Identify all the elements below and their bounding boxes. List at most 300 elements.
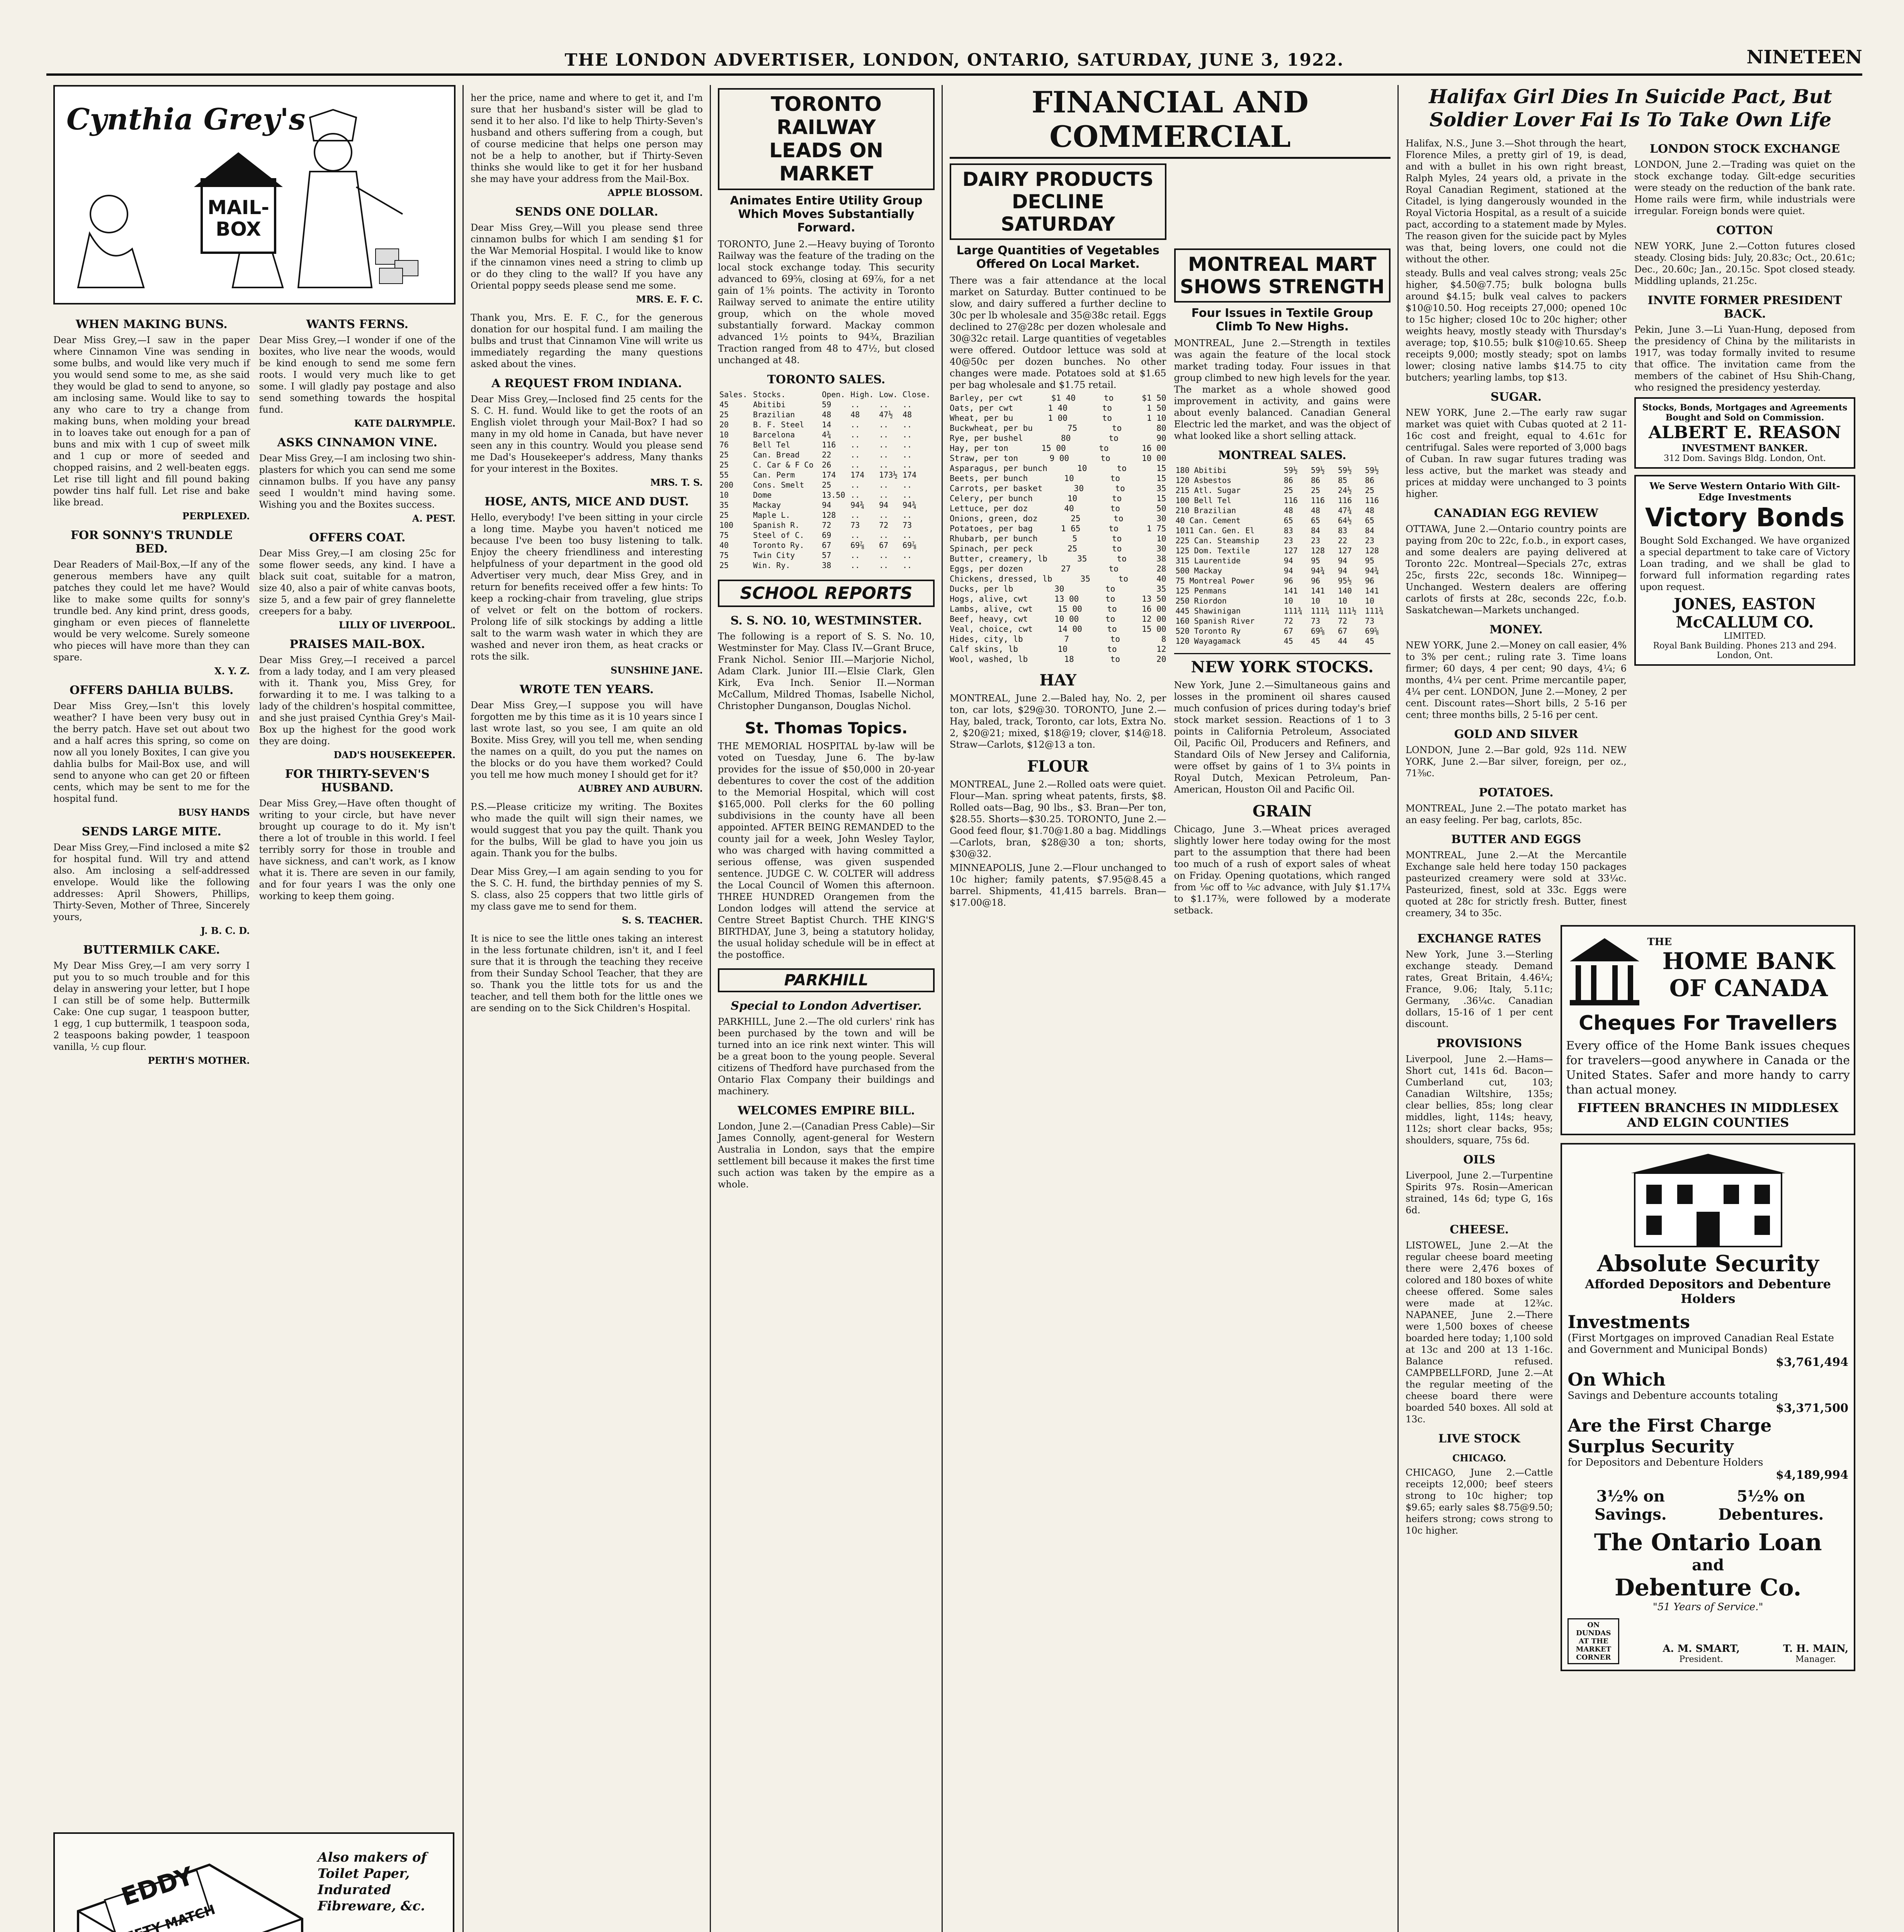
table-cell: Bell Tel [753,440,790,449]
list-cell: Eggs, per dozen [950,564,1023,573]
table-cell: .. [903,510,912,520]
egg-body: OTTAWA, June 2.—Ontario country points are paying from 20c to 22c, f.o.b., in export cases, and some dealers are paying delivered at Toronto 22c. Montreal—Specials 27c, extras 25c, firsts 22c, seconds 18c. Winnipeg—Unchanged. Western dealers are offering carlots of firsts at 28c, seconds 22c, f.o.b. Saskatchewan—Markets unchanged. [1406,524,1627,616]
letter-5 [259,318,456,429]
table-row [718,420,935,430]
list-cell: to [1107,645,1117,654]
table-cell: 25 [719,460,729,469]
table-cell: .. [850,400,860,409]
gold-body: LONDON, June 2.—Bar gold, 92s 11d. NEW YORK, June 2.—Bar silver, foreign, per oz., 71⅜c. [1406,745,1627,779]
letter-body: Dear Miss Grey,—Find inclosed a mite $2 for hospital fund. Will try and attend also. Am inclosing a self-addressed envelope. Would like the following addresses: April Showers, Phillips, Thirty-Seven, Mother of Three, Sincerely yours, [53,842,250,922]
letter-body: Dear Miss Grey,—Have often thought of writing to your circle, but have never brought up courage to do it. My isn't there a lot of trouble in this world. I feel terribly sorry for those in trouble and have sickness, and can't work, as I know what it is. There are seven in our family, and for four years I was the only one working to keep them going. [259,798,456,901]
c5-ads [1561,925,1855,1671]
table-row [1174,576,1391,586]
list-cell: to [1107,604,1117,614]
table-row [1174,536,1391,546]
table-cell: 95 [1365,556,1375,565]
reason-title: INVESTMENT BANKER. [1681,442,1808,454]
table-cell: 65 [1311,516,1320,525]
table-cell: .. [850,430,860,439]
table-cell: 73 [1311,616,1320,626]
letter-3 [53,825,250,936]
letter-2 [53,684,250,818]
list-cell: 1 40 [1048,403,1068,413]
list-item [950,654,1166,664]
london-exchange-head: LONDON STOCK EXCHANGE [1649,142,1840,156]
invite-head: INVITE FORMER PRESIDENT BACK. [1647,294,1842,321]
table-cell: 25 [719,510,729,520]
table-cell: 72 [1338,616,1347,626]
ontario-inv-note: (First Mortgages on improved Canadian Real Estate and Government and Municipal Bonds) [1567,1332,1834,1355]
ontario-rate-debentures: 5½% on Debentures. [1718,1487,1824,1524]
table-cell: Brazilian [753,410,795,419]
table-cell: 173½ [879,470,898,480]
letter-sig: DAD'S HOUSEKEEPER. [333,749,456,760]
list-cell: to [1112,544,1122,553]
c2-item-1 [471,205,703,305]
list-cell: to [1110,474,1120,483]
letter-body: Dear Miss Grey,—I am closing 25c for some flower seeds, any kind. I have a black suit coat, suitable for a matron, size 40, also a pair of white canvas boots, size 5, and a few pair of grey flannelette creepers for a baby. [259,548,456,617]
table-cell: 174 [822,470,836,480]
list-cell: to [1102,403,1112,413]
table-cell: 67 [1284,626,1293,636]
home-bank-branches: FIFTEEN BRANCHES IN MIDDLESEX AND ELGIN COUNTIES [1577,1100,1839,1130]
table-cell: .. [879,510,889,520]
parkhill-sub: Special to London Advertiser. [731,999,922,1013]
exchange-body: New York, June 3.—Sterling exchange steady. Demand rates, Great Britain, 4.46¼; France, 9.06; Italy, 5.11c; Germany, .36¼c. Canadian dollars, 15-16 of 1 per cent discount. [1406,949,1553,1029]
table-cell: 10 [1284,596,1293,605]
list-cell: to [1110,634,1120,644]
list-cell: to [1102,413,1112,423]
building-illustration [1612,1150,1805,1250]
london-exchange-body: LONDON, June 2.—Trading was quiet on the stock exchange today. Gilt-edge securities were steady on the reduction of the bank rate. Home rails were firm, while industrials were irregular. Foreign bonds were quiet. [1634,159,1855,216]
table-cell: 127 [1284,546,1298,555]
table-cell: 25 [719,561,729,570]
cotton-head: COTTON [1716,224,1773,237]
montreal-body: MONTREAL, June 2.—Strength in textiles was again the feature of the local stock market trading today. Four issues in that group climbed to new high levels for the year. The market as a whole showed good improvement in activity, and gains were about evenly balanced. Canadian General Electric led the market, and was the object of what looked like a short selling attack. [1174,338,1391,441]
empire-head: WELCOMES EMPIRE BILL. [738,1104,915,1117]
list-cell: 30 [1156,514,1166,523]
table-cell: 86 [1284,476,1293,485]
letter-sig: KATE DALRYMPLE. [354,418,456,429]
table-cell: .. [903,450,912,459]
table-cell: 84 [1311,526,1320,535]
list-cell: to [1110,504,1120,513]
col-header: Sales. [719,390,748,399]
letter-body: Dear Miss Grey,—I received a parcel from a lady today, and I am very pleased with it. Thank you, Miss Grey, for forwarding it to me. I was talking to a lady of the children's hospital committee, and she just praised Cynthia Grey's Mail-Box up the highest for the good work they are doing. [259,655,456,747]
toronto-headline-box [718,88,935,190]
table-cell: 10 [1311,596,1320,605]
item-body: It is nice to see the little ones taking an interest in the less fortunate children, isn't it, and I feel sure that it is through the teaching they receive from their Sunday School Teacher, that they are so. Thank you the little tots for us and the teacher, and tell them both for the little ones we are sending on to the Sick Children's Hospital. [471,933,703,1014]
home-bank-the: THE [1647,936,1672,948]
table-cell: .. [879,440,889,449]
table-cell: 25 [822,480,831,490]
list-cell: 38 [1156,554,1166,563]
table-row [1174,495,1391,505]
table-row [1174,606,1391,616]
table-cell: 45 [1311,636,1320,646]
letter-body: My Dear Miss Grey,—I am very sorry I put you to so much trouble and for this delay in answering your letter, but I hope I can still be of some help. Buttermilk Cake: One cup sugar, 1 teaspoon butter, 1 egg, 1 cup buttermilk, 1 teaspoon soda, 2 teaspoons baking powder, 1 teaspoon vanilla, ½ cup flour. [53,960,250,1052]
list-cell: 18 [1064,655,1074,664]
oils-body: Liverpool, June 2.—Turpentine Spirits 97s. Rosin—American strained, 14s 6d; type G, 16s 6d. [1406,1170,1553,1216]
list-cell: 1 65 [1061,524,1081,533]
table-cell: 315 Laurentide [1175,556,1241,565]
table-cell: 116 [1284,496,1298,505]
table-cell: 45 [1284,636,1293,646]
table-cell: .. [903,460,912,469]
home-bank-ad [1561,925,1855,1135]
table-cell: 67 [1338,626,1347,636]
mailbox-header-art [53,85,456,304]
ontario-manager-title: Manager. [1795,1655,1836,1664]
table-cell: 45 [1365,636,1375,646]
table-cell: .. [850,420,860,429]
reason-name: ALBERT E. REASON [1648,423,1841,442]
list-item [950,393,1166,403]
table-row [718,500,935,510]
table-cell: Steel of C. [753,531,804,540]
table-cell: 111¾ [1311,606,1329,616]
item-head: SENDS ONE DOLLAR. [515,205,658,219]
column-toronto [711,85,943,1932]
table-cell: 59 [822,400,831,409]
list-item [950,584,1166,594]
bank-building-icon [1566,930,1643,1008]
table-cell: 72 [879,520,889,530]
table-row [1174,475,1391,485]
table-cell: 94¾ [1365,566,1379,575]
letter-4 [53,943,250,1066]
table-cell: 520 Toronto Ry [1175,626,1241,636]
list-cell: 80 [1156,423,1166,433]
list-cell: 35 [1080,574,1090,583]
list-item [950,624,1166,634]
table-row [1174,526,1391,536]
list-cell: to [1108,564,1119,573]
list-item [950,403,1166,413]
item-body: Hello, everybody! I've been sitting in your circle a long time. Maybe you haven't noticed me because I've been too busy listening to talk. Enjoy the cheery friendliness and interesting helpfulness of your department in the good old Advertiser very much, dear Miss Grey, and in return for benefits received offer a few hints: To keep a rocking-chair from traveling, glue strips of velvet or felt on the bottom of rockers. Prolong life of silk stockings by adding a little salt to the warm wash water in which they are washed and never iron them, as heat cracks or rots the silk. [471,512,703,662]
table-cell: 84 [1365,526,1375,535]
list-cell: 1 00 [1048,413,1068,423]
column-markets-ads [1399,85,1862,1932]
table-cell: 94 [1338,566,1347,575]
table-cell: 25 [1311,486,1320,495]
table-cell: 111¾ [1284,606,1302,616]
c5-lower-left [1406,925,1553,1671]
list-item [950,604,1166,614]
list-item [950,483,1166,493]
table-cell: 13.50 [822,490,845,500]
table-cell: 215 Atl. Sugar [1175,486,1241,495]
market-price-list [950,393,1166,664]
table-cell: 120 Asbestos [1175,476,1231,485]
letter-1 [53,529,250,677]
list-cell: Veal, choice, cwt [950,624,1033,634]
victory-firm-3: LIMITED. [1724,631,1766,641]
list-cell: Ducks, per lb [950,584,1013,594]
list-item [950,453,1166,463]
table-cell: 1011 Can. Gen. El [1175,526,1255,535]
table-cell: 69⅞ [850,541,865,550]
list-cell: to [1105,594,1115,604]
montreal-head-2: SHOWS STRENGTH [1180,276,1385,298]
table-cell: Barcelona [753,430,795,439]
table-cell: 116 [1311,496,1325,505]
list-item [950,544,1166,554]
table-cell: 250 Riordon [1175,596,1227,605]
toronto-head-2: LEADS ON MARKET [769,139,884,185]
sugar-head: SUGAR. [1490,390,1542,404]
table-cell: .. [850,480,860,490]
list-cell: 15 00 [1057,604,1082,614]
ontario-president: A. M. SMART, [1663,1643,1740,1655]
table-cell: 86 [1365,476,1375,485]
list-cell: 10 [1064,474,1074,483]
table-cell: 75 [719,551,729,560]
table-cell: B. F. Steel [753,420,804,429]
col-header: Open. [822,390,845,399]
list-cell: 1 50 [1146,403,1166,413]
table-row [1174,616,1391,626]
table-cell: 59½ [1284,466,1298,475]
table-cell: .. [850,531,860,540]
table-row [1174,515,1391,526]
table-cell: 120 Wayagamack [1175,636,1241,646]
table-cell: 14 [822,420,831,429]
list-cell: Chickens, dressed, lb [950,574,1052,583]
toronto-head-1: TORONTO RAILWAY [770,93,882,139]
table-cell: .. [879,551,889,560]
reason-address: 312 Dom. Savings Bldg. London, Ont. [1664,454,1826,463]
item-body: Thank you, Mrs. E. F. C., for the generous donation for our hospital fund. I am mailing the bulbs and trust that Cinnamon Vine will write us immediately regarding the many questions asked about the vines. [471,312,703,369]
table-row [1174,546,1391,556]
victory-firm-2: McCALLUM CO. [1676,613,1814,631]
ontario-investments: Investments [1567,1311,1690,1332]
table-cell: 10 [719,490,729,500]
ontario-rate-savings: 3½% on Savings. [1594,1487,1667,1524]
table-cell: .. [850,561,860,570]
table-cell: 23 [1284,536,1293,545]
list-cell: Rhubarb, per bunch [950,534,1038,543]
ontario-savings: Savings and Debenture accounts totaling [1567,1390,1778,1401]
table-cell: .. [879,480,889,490]
list-item [950,534,1166,544]
table-cell: 72 [822,520,831,530]
table-cell: 200 [719,480,734,490]
table-cell: 48 [822,410,831,419]
table-row [718,520,935,530]
list-cell: 10 [1067,494,1078,503]
item-body: Dear Miss Grey,—Inclosed find 25 cents for the S. C. H. fund. Would like to get the roots of an English violet through your Mail-Box? I had so many in my old home in Canada, but have never seen any in this country. Would you please send me Dad's Housekeeper's address, Many thanks for your interest in the Boxites. [471,394,703,474]
item-head: HOSE, ANTS, MICE AND DUST. [484,495,689,509]
cheese-head: CHEESE. [1450,1223,1509,1236]
list-item [950,554,1166,564]
table-row [718,510,935,520]
table-cell: .. [903,420,912,429]
ontario-years: "51 Years of Service." [1652,1601,1763,1613]
table-row [718,450,935,460]
list-cell: Potatoes, per bag [950,524,1033,533]
sugar-body: NEW YORK, June 2.—The early raw sugar market was quiet with Cubas quoted at 2 11-16c cost and freight, equal to 4.61c for centrifugal. Sales were reported of 3,000 bags of Cuban. In raw sugar futures trading was less active, but the market was steady and prices at midday were unchanged to 3 points higher. [1406,407,1627,499]
table-cell: 40 [719,541,729,550]
list-cell: 9 00 [1049,454,1069,463]
list-cell: 40 [1064,504,1074,513]
montreal-headline-box [1174,248,1391,303]
c2-item-0 [471,92,703,198]
table-cell: 180 Abitibi [1175,466,1227,475]
table-cell: 73 [1365,616,1375,626]
letter-body: Dear Miss Grey,—I saw in the paper where Cinnamon Vine was sending in some bulbs, and would like very much if you would send some to me, as she said they would be glad to send to anyone, so am inclosing same. Would like to say to any who care to try a change from making buns, when molding your bread in to loaves take out enough for a pan of buns and mix with 1 cup of sweet milk and 1 cup or more of seeded and chopped raisins, and 2 well-beaten eggs. Let rise till light and fill pound baking powder tins half full. Let rise and bake like bread. [53,335,250,508]
letter-body: Dear Miss Grey,—I wonder if one of the boxites, who live near the woods, would be kind enough to send me some fern roots. I would very much like to get some. I will gladly pay postage and also send something towards the hospital fund. [259,335,456,415]
list-item [950,594,1166,604]
list-cell: 15 [1156,464,1166,473]
ontario-president-title: President. [1679,1655,1724,1664]
table-cell: 25 [719,410,729,419]
letter-0 [53,318,250,522]
butter-body: MONTREAL, June 2.—At the Mercantile Exchange sale held here today 150 packages pasteurized creamery were sold at 33¼c. Pasteurized, finest, sold at 33c. Eggs were quoted at 28c for strictly fresh. Butter, finest creamery, 34 to 35c. [1406,850,1627,918]
ontario-corner-box: ON DUNDAS AT THE MARKET CORNER [1567,1618,1619,1664]
list-cell: Carrots, per basket [950,484,1043,493]
table-row [718,410,935,420]
table-row [718,560,935,570]
table-cell: 85 [1338,476,1347,485]
table-cell: 116 [1338,496,1352,505]
list-cell: 1 75 [1146,524,1166,533]
ontario-co-3: Debenture Co. [1614,1574,1802,1601]
list-cell: 35 [1156,484,1166,493]
col-header: Close. [903,390,931,399]
table-row [1174,556,1391,566]
list-cell: 1 10 [1146,413,1166,423]
table-cell: .. [903,440,912,449]
table-cell: 23 [1311,536,1320,545]
table-row [1174,626,1391,636]
table-cell: 94¾ [850,500,865,510]
table-cell: 48 [1284,506,1293,515]
list-cell: Rye, per bushel [950,434,1023,443]
table-cell: .. [879,450,889,459]
table-cell: Cons. Smelt [753,480,804,490]
list-cell: Butter, creamery, lb [950,554,1047,563]
table-cell: 59½ [1365,466,1379,475]
table-cell: Spanish R. [753,520,800,530]
table-row [718,480,935,490]
list-cell: $1 50 [1142,393,1166,403]
letter-head: SENDS LARGE MITE. [82,825,221,838]
table-cell: 65 [1365,516,1375,525]
table-cell: .. [903,490,912,500]
list-cell: 5 [1072,534,1078,543]
table-cell: 25 [1365,486,1375,495]
butter-head: BUTTER AND EGGS [1451,833,1581,846]
letter-head: OFFERS DAHLIA BULBS. [70,684,234,697]
list-item [950,564,1166,574]
letter-head: FOR SONNY'S TRUNDLE BED. [70,529,233,556]
table-cell: .. [850,440,860,449]
table-cell: 55 [719,470,729,480]
col-header: Low. [879,390,898,399]
table-cell: .. [879,400,889,409]
table-cell: .. [850,450,860,459]
table-row [1174,636,1391,646]
letter-9 [259,767,456,902]
school-reports-box [718,580,935,607]
table-cell: 127 [1338,546,1352,555]
c2-item-3 [471,377,703,488]
hay-body: MONTREAL, June 2.—Baled hay, No. 2, per ton, car lots, $29@30. TORONTO, June 2.—Hay, baled, track, Toronto, car lots, Extra No. 2, $20@21; mixed, $18@19; clover, $14@18. Straw—Carlots, $12@13 a ton. [950,693,1166,750]
list-cell: to [1107,624,1117,634]
table-cell: 83 [1338,526,1347,535]
letter-body: Dear Miss Grey,—I am inclosing two shin-plasters for which you can send me some cinnamon bulbs. If you have any pansy seed I wouldn't mind having some. Wishing you and the Boxites success. [259,453,456,510]
ontario-loan-ad [1561,1143,1855,1671]
table-cell: 22 [822,450,831,459]
mailbox-right [259,311,456,1071]
list-cell: 40 [1156,574,1166,583]
eddy-matches-ad [53,1832,454,1932]
minneapolis-body: MINNEAPOLIS, June 2.—Flour unchanged to 10c higher; family patents, $7.95@8.45 a barrel. Shipments, 41,415 barrels. Bran—$17.00@18. [950,862,1166,908]
table-cell: 141 [1311,586,1325,595]
table-cell: 67 [822,541,831,550]
ontario-co-1: The Ontario Loan [1594,1529,1822,1556]
list-cell: 8 [1161,634,1166,644]
table-cell: 95½ [1338,576,1352,585]
c2-item-2 [471,312,703,370]
table-cell: 94 [1338,556,1347,565]
list-cell: Straw, per ton [950,454,1018,463]
list-cell: Buckwheat, per bu [950,423,1033,433]
table-cell: 94 [1284,556,1293,565]
cynthia-logo: Cynthia Grey's [66,102,306,136]
letter-head: WANTS FERNS. [306,318,408,331]
list-cell: 90 [1156,434,1166,443]
home-bank-sub: Cheques For Travellers [1579,1012,1838,1035]
table-cell: Abitibi [753,400,786,409]
table-cell: 83 [1284,526,1293,535]
dairy-headline-box [950,163,1166,240]
table-cell: 111¾ [1365,606,1384,616]
list-cell: 10 00 [1054,614,1079,624]
victory-firm-1: JONES, EASTON [1674,595,1816,613]
ontario-manager: T. H. MAIN, [1783,1643,1848,1655]
montreal-sales-title: MONTREAL SALES. [1218,449,1346,462]
table-cell: .. [879,561,889,570]
letter-body: Dear Miss Grey,—Isn't this lovely weather? I have been very busy out in the berry patch. Have set out about two and a half acres this spring, so come on now all you lonely Boxites, I can give you dahlia bulbs for Mail-Box use, and will send to anyone who can get 20 or fifteen cents, which may be sent to me for the hospital fund. [53,701,250,804]
letter-sig: BUSY HANDS [178,807,250,818]
list-cell: 30 [1054,584,1064,594]
c2-item-4 [471,495,703,676]
provisions-head: PROVISIONS [1436,1037,1522,1050]
list-item [950,524,1166,534]
parkhill-box [718,968,935,992]
c5-right [1634,135,1855,921]
table-row [1174,566,1391,576]
list-cell: Beets, per bunch [950,474,1028,483]
table-cell: 47½ [879,410,893,419]
table-cell: 67 [879,541,889,550]
ny-body: New York, June 2.—Simultaneous gains and losses in the prominent oil shares caused much confusion of prices during today's brief stock market session. Reactions of 1 to 3 points in California Petroleum, Associated Oil, Pacific Oil, Producers and Refiners, and Standard Oils of New Jersey and California, were offset by gains of 1 to 3¼ points in Royal Dutch, Mexican Petroleum, Pan-American, Houston Oil and Pacific Oil. [1174,680,1391,795]
egg-head: CANADIAN EGG REVIEW [1434,507,1598,520]
table-cell: 65 [1284,516,1293,525]
list-cell: 10 [1057,645,1068,654]
list-cell: 15 00 [1142,624,1166,634]
table-cell: .. [879,531,889,540]
montreal-deck: Four Issues in Textile Group Climb To New Highs. [1191,306,1373,333]
table-cell: 73 [903,520,912,530]
table-row [718,430,935,440]
letter-sig: PERTH'S MOTHER. [148,1055,250,1066]
table-cell: 96 [1284,576,1293,585]
list-cell: Calf skins, lb [950,645,1018,654]
item-sig: SUNSHINE JANE. [610,665,703,676]
